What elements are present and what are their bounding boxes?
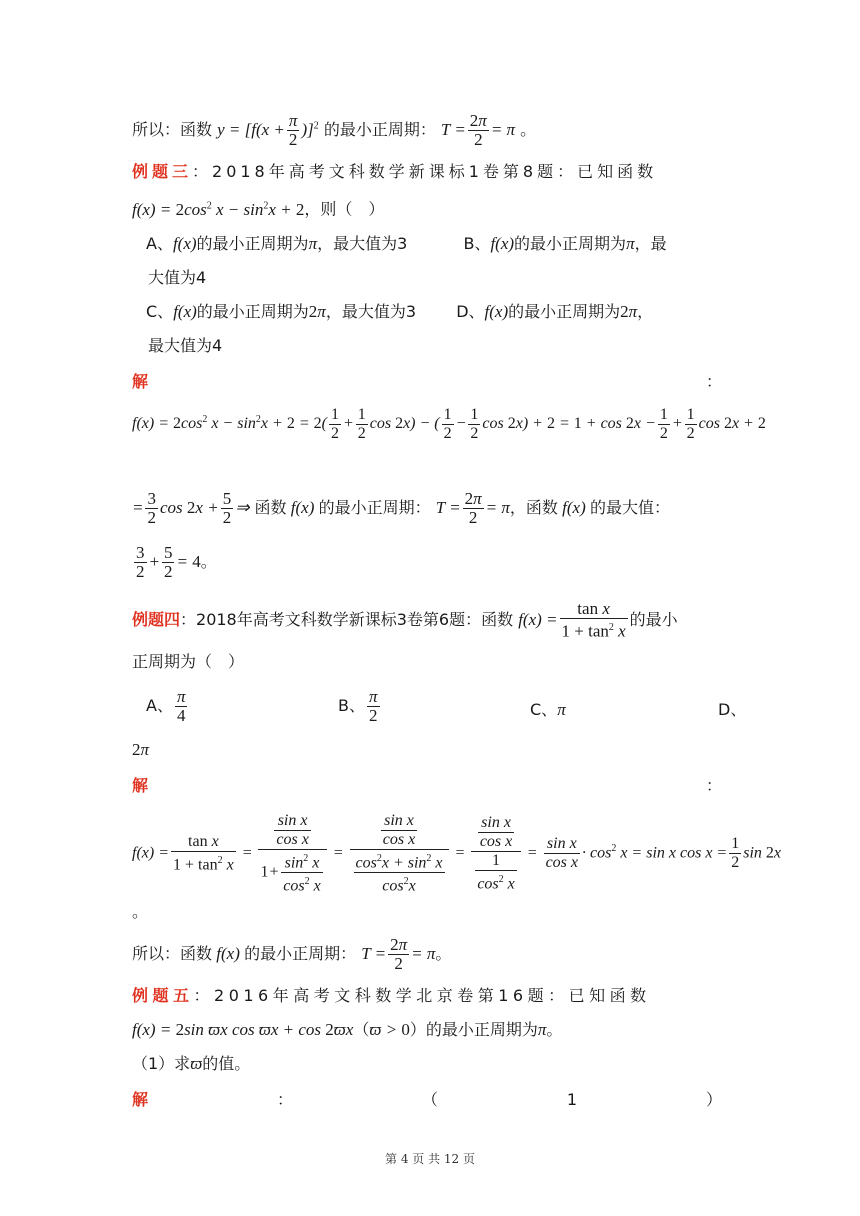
- example5-question1: （1）求ϖ的值。: [132, 1054, 251, 1073]
- frac-2pi-2: $\frac{2\pi}{2}$: [469, 111, 487, 149]
- example3-option-b-cont: 大值为4: [148, 268, 207, 287]
- example3-solution-label: 解 ：: [132, 372, 722, 391]
- example5-solution-label: 解 ： （ 1 ）: [132, 1090, 722, 1109]
- example4-solution: f(x) = $\frac{\text{tan x}}{1 + \tan^2 x}$ = $\frac{\text{sin x}}{\text{cos x}}$ 1+ $\frac{\sin^2 x}{\cos^2 x}$ = $\frac{\frac{\text{sin x}}{\text{cos x}}}{\frac{\cos^2x + \sin^2 x}{\cos^2x}}$ = $\frac{\frac{\text{sin x}}{\text{cos x}}}{\frac{1}{\cos^2 x}}$ = $\frac{\text{sin x}}{\text{cos x}}$ · $\cos^2 x = \sin x$ cos x = $\frac{1}{2}$ sin 2x: [132, 812, 782, 895]
- example3-option-cd: C、f(x)的最小正周期为2π，最大值为3 D、f(x)的最小正周期为2π，: [146, 302, 654, 321]
- example4-period-conclusion: 所以：函数 f(x) 的最小正周期： T = $\frac{2\pi}{2}$ = π。: [132, 935, 452, 973]
- frac-tan: $\frac{\text{tan x}}{1 + \tan^2 x}$: [561, 599, 626, 641]
- example3-solution-result: = $\frac{3}{2}$ cos 2x + $\frac{5}{2}$ ⇒ 函数 f(x) 的最小正周期： T = $\frac{2\pi}{2}$ = π，函数 f(x) 的最大值：: [132, 489, 671, 527]
- example5-title: 例题五：2016年高考文科数学北京卷第16题：已知函数: [132, 986, 651, 1005]
- example5-function: f(x) = 2sin ϖx cos ϖx + cos 2ϖx（ϖ > 0）的最小正周期为π。: [132, 1020, 563, 1039]
- example3-option-ab: A、f(x)的最小正周期为π，最大值为3 B、f(x)的最小正周期为π，最: [146, 234, 667, 253]
- frac-pi-2: $\frac{\pi}{2}$: [288, 111, 298, 149]
- example4-line2: 正周期为（ ）: [132, 652, 245, 671]
- formula-y-square: y = [f(x +: [217, 120, 285, 139]
- example3-title: 例题三：2018年高考文科数学新课标1卷第8题：已知函数: [132, 162, 658, 181]
- example3-max-value: $\frac{3}{2}$ + $\frac{5}{2}$ = 4。: [136, 543, 217, 581]
- example3-option-d-cont: 最大值为4: [148, 336, 223, 355]
- example4-period-mark: 。: [132, 902, 149, 921]
- example3-function: $f(x) = 2\cos^2$ $x - \sin^2x + 2$，则（ ）: [132, 199, 385, 219]
- page-footer: 第 4 页 共 12 页: [385, 1152, 475, 1166]
- example4-option-d-value: 2π: [132, 740, 150, 759]
- example3-solution-expansion: $f(x) = 2\cos^2$ $x - \sin^2x + 2 = 2$( $\frac{1}{2}$ + $\frac{1}{2}$ cos 2x) − ( $\frac{1}{2}$ − $\frac{1}{2}$ cos 2x) + 2 = 1 + cos 2x − $\frac{1}{2}$ + $\frac{1}{2}$ cos 2x + 2: [132, 406, 766, 442]
- example4-title: 例题四：2018年高考文科数学新课标3卷第6题：函数 f(x) = $\frac{\text{tan x}}{1 + \tan^2 x}$ 的最小: [132, 599, 678, 641]
- example4-solution-label: 解 ：: [132, 776, 722, 795]
- period-conclusion-line: 所以：函数 y = [f(x + $\frac{\pi}{2}$ )]$^2$ 的最小正周期： T = $\frac{2\pi}{2}$ = π 。: [132, 111, 537, 149]
